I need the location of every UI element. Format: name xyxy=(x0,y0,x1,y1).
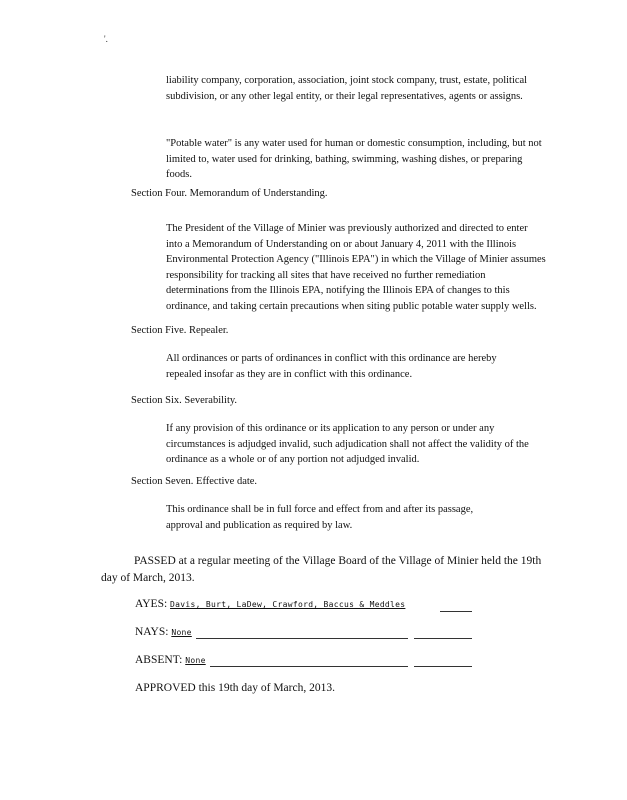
section-seven-heading: Section Seven. Effective date. xyxy=(131,476,258,487)
absent-rule-tail xyxy=(414,666,472,667)
definition-person-continuation: liability company, corporation, association, joint stock company, trust, estate, political subdivision, or any other legal entity, or their legal representatives, agents or assigns. xyxy=(166,75,528,102)
ayes-line xyxy=(135,598,405,610)
passed-statement: PASSED at a regular meeting of the Village Board of the Village of Minier held the 19th day of March, 2013. xyxy=(101,555,542,584)
ayes-rule-tail xyxy=(440,611,472,612)
approved-statement: APPROVED this 19th day of March, 2013. xyxy=(135,682,335,694)
nays-line xyxy=(135,626,192,638)
ayes-value: Davis, Burt, LaDew, Crawford, Baccus & Meddles xyxy=(170,600,406,609)
absent-rule xyxy=(210,666,408,667)
absent-value: None xyxy=(185,656,206,665)
absent-label: ABSENT: xyxy=(135,654,183,666)
section-six-heading: Section Six. Severability. xyxy=(131,395,238,406)
section-six-body: If any provision of this ordinance or its application to any person or under any circumstances is adjudged invalid, such adjudication shall not affect the validity of the ordinance as a whole or of any portion not adjudged invalid. xyxy=(166,423,529,465)
section-five-body: All ordinances or parts of ordinances in conflict with this ordinance are hereby repealed insofar as they are in conflict with this ordinance. xyxy=(166,353,497,380)
nays-value: None xyxy=(171,628,192,637)
nays-label: NAYS: xyxy=(135,626,169,638)
nays-rule xyxy=(196,638,408,639)
section-five-heading: Section Five. Repealer. xyxy=(131,325,229,336)
scan-mark: '. xyxy=(104,34,108,44)
absent-line xyxy=(135,654,206,666)
ayes-label: AYES: xyxy=(135,598,168,610)
section-four-body: The President of the Village of Minier was previously authorized and directed to enter into a Memorandum of Understanding on or about January 4, 2011 with the Illinois Environmental Protection Agency ("Illinois EPA") in which the Village of Minier assumes responsibility for tracking all sites that have received no further remediation determinations from the Illinois EPA, notifying the Illinois EPA of changes to this ordinance, and taking certain precautions when siting public potable water supply wells. xyxy=(166,223,546,312)
definition-potable-water: "Potable water" is any water used for human or domestic consumption, including, but not limited to, water used for drinking, bathing, swimming, washing dishes, or preparing foods. xyxy=(166,138,542,180)
section-seven-body: This ordinance shall be in full force and effect from and after its passage, approval and publication as required by law. xyxy=(166,504,474,531)
section-four-heading: Section Four. Memorandum of Understanding. xyxy=(131,188,328,199)
nays-rule-tail xyxy=(414,638,472,639)
